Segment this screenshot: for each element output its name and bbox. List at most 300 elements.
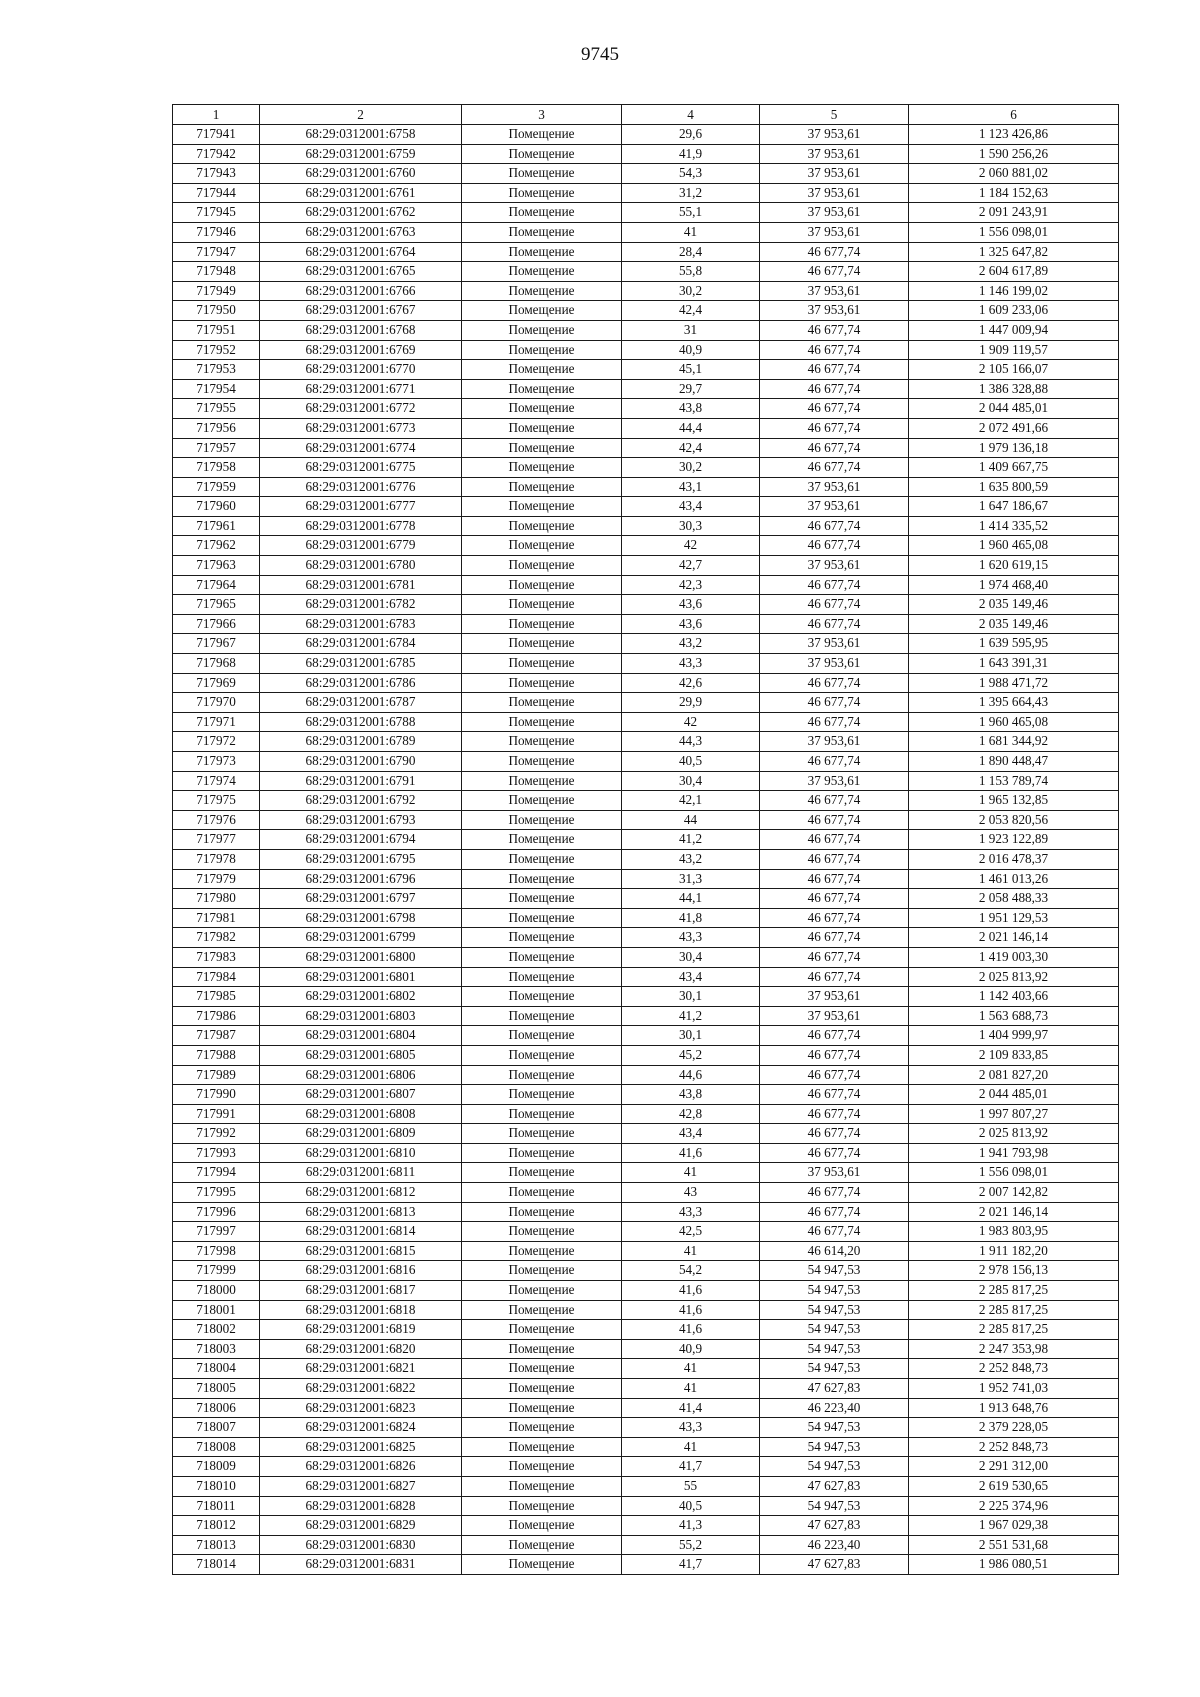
- table-row: [173, 1045, 1119, 1065]
- area-cell: 44,4: [622, 418, 760, 438]
- area-cell: 41: [622, 1359, 760, 1379]
- unit-value-cell: 46 677,74: [760, 967, 909, 987]
- area-cell: 31,2: [622, 183, 760, 203]
- table-row: [173, 1359, 1119, 1379]
- header-row: [173, 105, 1119, 125]
- unit-value-cell: 46 677,74: [760, 889, 909, 909]
- unit-value-cell: 46 677,74: [760, 810, 909, 830]
- row-number-cell: 717943: [173, 164, 260, 184]
- cadastral-value-cell: 1 967 029,38: [909, 1516, 1119, 1536]
- cadastral-value-cell: 1 911 182,20: [909, 1241, 1119, 1261]
- cadastral-value-cell: 2 021 146,14: [909, 928, 1119, 948]
- table-row: [173, 144, 1119, 164]
- column-header: 2: [260, 105, 462, 125]
- row-number-cell: 717949: [173, 281, 260, 301]
- cadastral-value-cell: 1 409 667,75: [909, 458, 1119, 478]
- cadastral-number-cell: 68:29:0312001:6766: [260, 281, 462, 301]
- table-row: [173, 1555, 1119, 1575]
- object-type-cell: Помещение: [462, 418, 622, 438]
- unit-value-cell: 46 677,74: [760, 536, 909, 556]
- cadastral-number-cell: 68:29:0312001:6773: [260, 418, 462, 438]
- unit-value-cell: 37 953,61: [760, 1163, 909, 1183]
- area-cell: 41: [622, 222, 760, 242]
- table-row: [173, 320, 1119, 340]
- row-number-cell: 718001: [173, 1300, 260, 1320]
- row-number-cell: 717973: [173, 752, 260, 772]
- unit-value-cell: 54 947,53: [760, 1359, 909, 1379]
- cadastral-number-cell: 68:29:0312001:6787: [260, 693, 462, 713]
- row-number-cell: 717955: [173, 399, 260, 419]
- page-number: 9745: [581, 44, 619, 65]
- area-cell: 42: [622, 712, 760, 732]
- row-number-cell: 717951: [173, 320, 260, 340]
- area-cell: 43,3: [622, 928, 760, 948]
- unit-value-cell: 54 947,53: [760, 1281, 909, 1301]
- cadastral-number-cell: 68:29:0312001:6816: [260, 1261, 462, 1281]
- table-row: [173, 1496, 1119, 1516]
- table-row: [173, 1476, 1119, 1496]
- cadastral-number-cell: 68:29:0312001:6792: [260, 791, 462, 811]
- table-row: [173, 1398, 1119, 1418]
- object-type-cell: Помещение: [462, 1124, 622, 1144]
- row-number-cell: 718007: [173, 1418, 260, 1438]
- table-row: [173, 1085, 1119, 1105]
- unit-value-cell: 37 953,61: [760, 732, 909, 752]
- cadastral-number-cell: 68:29:0312001:6811: [260, 1163, 462, 1183]
- cadastral-number-cell: 68:29:0312001:6772: [260, 399, 462, 419]
- unit-value-cell: 37 953,61: [760, 203, 909, 223]
- table-row: [173, 987, 1119, 1007]
- unit-value-cell: 46 677,74: [760, 1104, 909, 1124]
- object-type-cell: Помещение: [462, 477, 622, 497]
- cadastral-value-cell: 1 974 468,40: [909, 575, 1119, 595]
- area-cell: 43,8: [622, 1085, 760, 1105]
- object-type-cell: Помещение: [462, 1026, 622, 1046]
- table-row: [173, 614, 1119, 634]
- row-number-cell: 717957: [173, 438, 260, 458]
- cadastral-value-cell: 2 225 374,96: [909, 1496, 1119, 1516]
- unit-value-cell: 46 677,74: [760, 830, 909, 850]
- cadastral-number-cell: 68:29:0312001:6801: [260, 967, 462, 987]
- unit-value-cell: 37 953,61: [760, 477, 909, 497]
- object-type-cell: Помещение: [462, 1261, 622, 1281]
- object-type-cell: Помещение: [462, 1555, 622, 1575]
- unit-value-cell: 46 677,74: [760, 712, 909, 732]
- object-type-cell: Помещение: [462, 242, 622, 262]
- row-number-cell: 717961: [173, 516, 260, 536]
- cadastral-number-cell: 68:29:0312001:6775: [260, 458, 462, 478]
- unit-value-cell: 46 677,74: [760, 869, 909, 889]
- cadastral-number-cell: 68:29:0312001:6790: [260, 752, 462, 772]
- cadastral-value-cell: 2 285 817,25: [909, 1300, 1119, 1320]
- object-type-cell: Помещение: [462, 889, 622, 909]
- cadastral-value-cell: 2 252 848,73: [909, 1437, 1119, 1457]
- object-type-cell: Помещение: [462, 183, 622, 203]
- cadastral-value-cell: 2 379 228,05: [909, 1418, 1119, 1438]
- object-type-cell: Помещение: [462, 712, 622, 732]
- table-row: [173, 477, 1119, 497]
- area-cell: 54,2: [622, 1261, 760, 1281]
- row-number-cell: 717962: [173, 536, 260, 556]
- unit-value-cell: 46 677,74: [760, 516, 909, 536]
- cadastral-number-cell: 68:29:0312001:6831: [260, 1555, 462, 1575]
- cadastral-number-cell: 68:29:0312001:6825: [260, 1437, 462, 1457]
- unit-value-cell: 46 677,74: [760, 947, 909, 967]
- object-type-cell: Помещение: [462, 536, 622, 556]
- row-number-cell: 717997: [173, 1222, 260, 1242]
- table-row: [173, 1222, 1119, 1242]
- area-cell: 31,3: [622, 869, 760, 889]
- cadastral-number-cell: 68:29:0312001:6828: [260, 1496, 462, 1516]
- cadastral-value-cell: 1 556 098,01: [909, 1163, 1119, 1183]
- table-row: [173, 928, 1119, 948]
- table-row: [173, 1261, 1119, 1281]
- unit-value-cell: 46 677,74: [760, 438, 909, 458]
- unit-value-cell: 54 947,53: [760, 1418, 909, 1438]
- object-type-cell: Помещение: [462, 281, 622, 301]
- area-cell: 41: [622, 1379, 760, 1399]
- area-cell: 41,7: [622, 1555, 760, 1575]
- cadastral-number-cell: 68:29:0312001:6812: [260, 1183, 462, 1203]
- area-cell: 40,9: [622, 340, 760, 360]
- table-row: [173, 967, 1119, 987]
- area-cell: 42,3: [622, 575, 760, 595]
- cadastral-number-cell: 68:29:0312001:6819: [260, 1320, 462, 1340]
- cadastral-value-cell: 1 951 129,53: [909, 908, 1119, 928]
- cadastral-number-cell: 68:29:0312001:6820: [260, 1339, 462, 1359]
- area-cell: 42,4: [622, 438, 760, 458]
- cadastral-value-cell: 2 604 617,89: [909, 262, 1119, 282]
- object-type-cell: Помещение: [462, 849, 622, 869]
- cadastral-value-cell: 2 035 149,46: [909, 595, 1119, 615]
- unit-value-cell: 54 947,53: [760, 1496, 909, 1516]
- row-number-cell: 717988: [173, 1045, 260, 1065]
- cadastral-number-cell: 68:29:0312001:6793: [260, 810, 462, 830]
- area-cell: 40,5: [622, 1496, 760, 1516]
- cadastral-number-cell: 68:29:0312001:6800: [260, 947, 462, 967]
- area-cell: 28,4: [622, 242, 760, 262]
- unit-value-cell: 46 677,74: [760, 262, 909, 282]
- unit-value-cell: 54 947,53: [760, 1261, 909, 1281]
- cadastral-value-cell: 1 386 328,88: [909, 379, 1119, 399]
- row-number-cell: 717981: [173, 908, 260, 928]
- area-cell: 30,1: [622, 1026, 760, 1046]
- cadastral-value-cell: 1 681 344,92: [909, 732, 1119, 752]
- object-type-cell: Помещение: [462, 1398, 622, 1418]
- table-row: [173, 183, 1119, 203]
- unit-value-cell: 46 614,20: [760, 1241, 909, 1261]
- cadastral-value-cell: 1 647 186,67: [909, 497, 1119, 517]
- row-number-cell: 717967: [173, 634, 260, 654]
- cadastral-value-cell: 1 941 793,98: [909, 1143, 1119, 1163]
- cadastral-value-cell: 1 923 122,89: [909, 830, 1119, 850]
- row-number-cell: 717969: [173, 673, 260, 693]
- unit-value-cell: 37 953,61: [760, 183, 909, 203]
- area-cell: 42: [622, 536, 760, 556]
- cadastral-number-cell: 68:29:0312001:6829: [260, 1516, 462, 1536]
- row-number-cell: 718009: [173, 1457, 260, 1477]
- row-number-cell: 717978: [173, 849, 260, 869]
- table-row: [173, 301, 1119, 321]
- object-type-cell: Помещение: [462, 1379, 622, 1399]
- object-type-cell: Помещение: [462, 791, 622, 811]
- unit-value-cell: 46 677,74: [760, 360, 909, 380]
- cadastral-number-cell: 68:29:0312001:6830: [260, 1535, 462, 1555]
- cadastral-value-cell: 1 590 256,26: [909, 144, 1119, 164]
- cadastral-number-cell: 68:29:0312001:6761: [260, 183, 462, 203]
- area-cell: 41: [622, 1163, 760, 1183]
- area-cell: 41: [622, 1437, 760, 1457]
- area-cell: 42,1: [622, 791, 760, 811]
- cadastral-value-cell: 2 109 833,85: [909, 1045, 1119, 1065]
- unit-value-cell: 46 677,74: [760, 614, 909, 634]
- cadastral-value-cell: 1 461 013,26: [909, 869, 1119, 889]
- area-cell: 55: [622, 1476, 760, 1496]
- cadastral-number-cell: 68:29:0312001:6808: [260, 1104, 462, 1124]
- row-number-cell: 718011: [173, 1496, 260, 1516]
- area-cell: 44,3: [622, 732, 760, 752]
- cadastral-value-cell: 1 123 426,86: [909, 125, 1119, 145]
- object-type-cell: Помещение: [462, 1163, 622, 1183]
- cadastral-value-cell: 2 060 881,02: [909, 164, 1119, 184]
- unit-value-cell: 46 223,40: [760, 1398, 909, 1418]
- object-type-cell: Помещение: [462, 320, 622, 340]
- row-number-cell: 718014: [173, 1555, 260, 1575]
- unit-value-cell: 46 677,74: [760, 791, 909, 811]
- area-cell: 41,7: [622, 1457, 760, 1477]
- unit-value-cell: 37 953,61: [760, 987, 909, 1007]
- cadastral-value-cell: 1 909 119,57: [909, 340, 1119, 360]
- table-row: [173, 516, 1119, 536]
- cadastral-value-cell: 2 285 817,25: [909, 1281, 1119, 1301]
- cadastral-number-cell: 68:29:0312001:6818: [260, 1300, 462, 1320]
- object-type-cell: Помещение: [462, 693, 622, 713]
- row-number-cell: 718002: [173, 1320, 260, 1340]
- cadastral-number-cell: 68:29:0312001:6770: [260, 360, 462, 380]
- row-number-cell: 717987: [173, 1026, 260, 1046]
- area-cell: 43,2: [622, 849, 760, 869]
- area-cell: 41,4: [622, 1398, 760, 1418]
- cadastral-number-cell: 68:29:0312001:6777: [260, 497, 462, 517]
- area-cell: 43,2: [622, 634, 760, 654]
- object-type-cell: Помещение: [462, 1104, 622, 1124]
- object-type-cell: Помещение: [462, 928, 622, 948]
- row-number-cell: 717977: [173, 830, 260, 850]
- row-number-cell: 717965: [173, 595, 260, 615]
- cadastral-number-cell: 68:29:0312001:6789: [260, 732, 462, 752]
- row-number-cell: 717971: [173, 712, 260, 732]
- unit-value-cell: 46 223,40: [760, 1535, 909, 1555]
- area-cell: 43,8: [622, 399, 760, 419]
- cadastral-value-cell: 1 979 136,18: [909, 438, 1119, 458]
- cadastral-number-cell: 68:29:0312001:6780: [260, 556, 462, 576]
- cadastral-value-cell: 2 285 817,25: [909, 1320, 1119, 1340]
- object-type-cell: Помещение: [462, 1143, 622, 1163]
- unit-value-cell: 54 947,53: [760, 1339, 909, 1359]
- cadastral-value-cell: 2 025 813,92: [909, 967, 1119, 987]
- unit-value-cell: 47 627,83: [760, 1379, 909, 1399]
- object-type-cell: Помещение: [462, 1457, 622, 1477]
- table-row: [173, 830, 1119, 850]
- row-number-cell: 717972: [173, 732, 260, 752]
- cadastral-number-cell: 68:29:0312001:6803: [260, 1006, 462, 1026]
- object-type-cell: Помещение: [462, 967, 622, 987]
- area-cell: 29,7: [622, 379, 760, 399]
- unit-value-cell: 46 677,74: [760, 340, 909, 360]
- table-row: [173, 1026, 1119, 1046]
- unit-value-cell: 46 677,74: [760, 399, 909, 419]
- row-number-cell: 717991: [173, 1104, 260, 1124]
- object-type-cell: Помещение: [462, 144, 622, 164]
- cadastral-number-cell: 68:29:0312001:6815: [260, 1241, 462, 1261]
- table-row: [173, 379, 1119, 399]
- unit-value-cell: 46 677,74: [760, 1045, 909, 1065]
- row-number-cell: 717968: [173, 654, 260, 674]
- table-row: [173, 164, 1119, 184]
- object-type-cell: Помещение: [462, 732, 622, 752]
- object-type-cell: Помещение: [462, 987, 622, 1007]
- cadastral-value-cell: 1 988 471,72: [909, 673, 1119, 693]
- object-type-cell: Помещение: [462, 1418, 622, 1438]
- cadastral-value-cell: 2 053 820,56: [909, 810, 1119, 830]
- object-type-cell: Помещение: [462, 1300, 622, 1320]
- table-row: [173, 1418, 1119, 1438]
- unit-value-cell: 47 627,83: [760, 1516, 909, 1536]
- table-row: [173, 1183, 1119, 1203]
- area-cell: 45,1: [622, 360, 760, 380]
- table-row: [173, 654, 1119, 674]
- table-row: [173, 438, 1119, 458]
- cadastral-value-cell: 1 986 080,51: [909, 1555, 1119, 1575]
- cadastral-value-cell: 2 044 485,01: [909, 399, 1119, 419]
- unit-value-cell: 46 677,74: [760, 1085, 909, 1105]
- object-type-cell: Помещение: [462, 1281, 622, 1301]
- table-row: [173, 693, 1119, 713]
- row-number-cell: 717946: [173, 222, 260, 242]
- object-type-cell: Помещение: [462, 262, 622, 282]
- cadastral-number-cell: 68:29:0312001:6814: [260, 1222, 462, 1242]
- cadastral-number-cell: 68:29:0312001:6806: [260, 1065, 462, 1085]
- table-row: [173, 1143, 1119, 1163]
- object-type-cell: Помещение: [462, 810, 622, 830]
- cadastral-value-cell: 1 395 664,43: [909, 693, 1119, 713]
- object-type-cell: Помещение: [462, 1320, 622, 1340]
- cadastral-value-cell: 1 404 999,97: [909, 1026, 1119, 1046]
- table-row: [173, 242, 1119, 262]
- unit-value-cell: 54 947,53: [760, 1457, 909, 1477]
- cadastral-number-cell: 68:29:0312001:6799: [260, 928, 462, 948]
- table-row: [173, 1124, 1119, 1144]
- cadastral-value-cell: 1 635 800,59: [909, 477, 1119, 497]
- area-cell: 41: [622, 1241, 760, 1261]
- row-number-cell: 718005: [173, 1379, 260, 1399]
- table-row: [173, 1516, 1119, 1536]
- area-cell: 29,6: [622, 125, 760, 145]
- cadastral-number-cell: 68:29:0312001:6824: [260, 1418, 462, 1438]
- cadastral-number-cell: 68:29:0312001:6804: [260, 1026, 462, 1046]
- object-type-cell: Помещение: [462, 556, 622, 576]
- object-type-cell: Помещение: [462, 1437, 622, 1457]
- cadastral-value-cell: 1 643 391,31: [909, 654, 1119, 674]
- row-number-cell: 717954: [173, 379, 260, 399]
- cadastral-number-cell: 68:29:0312001:6763: [260, 222, 462, 242]
- unit-value-cell: 46 677,74: [760, 1065, 909, 1085]
- table-row: [173, 1202, 1119, 1222]
- unit-value-cell: 37 953,61: [760, 164, 909, 184]
- row-number-cell: 717974: [173, 771, 260, 791]
- table-row: [173, 1320, 1119, 1340]
- area-cell: 44: [622, 810, 760, 830]
- cadastral-value-cell: 2 619 530,65: [909, 1476, 1119, 1496]
- cadastral-number-cell: 68:29:0312001:6785: [260, 654, 462, 674]
- unit-value-cell: 46 677,74: [760, 379, 909, 399]
- area-cell: 30,4: [622, 947, 760, 967]
- area-cell: 43,3: [622, 654, 760, 674]
- unit-value-cell: 46 677,74: [760, 1183, 909, 1203]
- area-cell: 43,6: [622, 614, 760, 634]
- cadastral-number-cell: 68:29:0312001:6807: [260, 1085, 462, 1105]
- area-cell: 54,3: [622, 164, 760, 184]
- table-row: [173, 1437, 1119, 1457]
- area-cell: 41,6: [622, 1320, 760, 1340]
- cadastral-value-cell: 1 997 807,27: [909, 1104, 1119, 1124]
- table-row: [173, 634, 1119, 654]
- cadastral-value-cell: 2 252 848,73: [909, 1359, 1119, 1379]
- row-number-cell: 718006: [173, 1398, 260, 1418]
- area-cell: 42,6: [622, 673, 760, 693]
- row-number-cell: 717990: [173, 1085, 260, 1105]
- cadastral-number-cell: 68:29:0312001:6767: [260, 301, 462, 321]
- cadastral-number-cell: 68:29:0312001:6805: [260, 1045, 462, 1065]
- cadastral-value-cell: 2 021 146,14: [909, 1202, 1119, 1222]
- table-row: [173, 281, 1119, 301]
- unit-value-cell: 46 677,74: [760, 1026, 909, 1046]
- area-cell: 55,8: [622, 262, 760, 282]
- cadastral-value-cell: 2 016 478,37: [909, 849, 1119, 869]
- unit-value-cell: 46 677,74: [760, 849, 909, 869]
- object-type-cell: Помещение: [462, 1359, 622, 1379]
- object-type-cell: Помещение: [462, 947, 622, 967]
- table-row: [173, 908, 1119, 928]
- object-type-cell: Помещение: [462, 379, 622, 399]
- table-row: [173, 1163, 1119, 1183]
- unit-value-cell: 37 953,61: [760, 281, 909, 301]
- row-number-cell: 717944: [173, 183, 260, 203]
- unit-value-cell: 54 947,53: [760, 1300, 909, 1320]
- table-row: [173, 497, 1119, 517]
- area-cell: 42,8: [622, 1104, 760, 1124]
- cadastral-value-cell: 1 146 199,02: [909, 281, 1119, 301]
- row-number-cell: 717982: [173, 928, 260, 948]
- cadastral-value-cell: 1 960 465,08: [909, 536, 1119, 556]
- table-row: [173, 771, 1119, 791]
- row-number-cell: 717947: [173, 242, 260, 262]
- cadastral-value-cell: 1 153 789,74: [909, 771, 1119, 791]
- row-number-cell: 717998: [173, 1241, 260, 1261]
- area-cell: 43,4: [622, 967, 760, 987]
- unit-value-cell: 54 947,53: [760, 1320, 909, 1340]
- cadastral-number-cell: 68:29:0312001:6821: [260, 1359, 462, 1379]
- unit-value-cell: 37 953,61: [760, 556, 909, 576]
- unit-value-cell: 46 677,74: [760, 752, 909, 772]
- cadastral-value-cell: 2 091 243,91: [909, 203, 1119, 223]
- object-type-cell: Помещение: [462, 1085, 622, 1105]
- cadastral-number-cell: 68:29:0312001:6796: [260, 869, 462, 889]
- unit-value-cell: 37 953,61: [760, 301, 909, 321]
- cadastral-number-cell: 68:29:0312001:6826: [260, 1457, 462, 1477]
- table-row: [173, 1281, 1119, 1301]
- object-type-cell: Помещение: [462, 301, 622, 321]
